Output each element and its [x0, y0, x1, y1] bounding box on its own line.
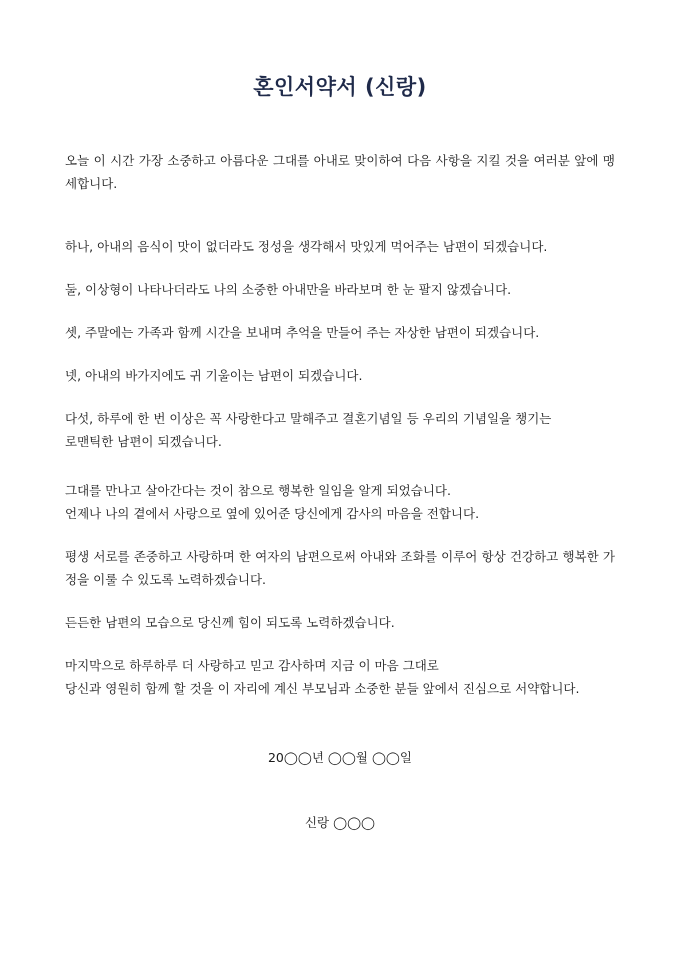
closing-paragraph-4 [65, 654, 615, 700]
vow-5-line-1: 다섯, 하루에 한 번 이상은 꼭 사랑한다고 말해주고 결혼기념일 등 우리의 기념일을 챙기는 [65, 411, 552, 426]
closing-line-2: 언제나 나의 곁에서 사랑으로 옆에 있어준 당신에게 감사의 마음을 전합니다. [65, 506, 480, 521]
groom-signature: 신랑 ◯◯◯ [304, 815, 376, 830]
document-title: 혼인서약서 (신랑) [253, 75, 427, 99]
closing-paragraph-3: 든든한 남편의 모습으로 당신께 힘이 되도록 노력하겠습니다. [65, 615, 395, 630]
vow-4: 넷, 아내의 바가지에도 귀 기울이는 남편이 되겠습니다. [65, 368, 363, 383]
intro-paragraph: 오늘 이 시간 가장 소중하고 아름다운 그대를 아내로 맞이하여 다음 사항을 지킬 것을 여러분 앞에 맹세합니다. [65, 153, 615, 191]
closing-section [65, 479, 615, 700]
closing-line-6: 당신과 영원히 함께 할 것을 이 자리에 계신 부모님과 소중한 분들 앞에서 진심으로 서약합니다. [65, 681, 580, 696]
vow-5 [65, 407, 615, 453]
closing-line-5: 마지막으로 하루하루 더 사랑하고 믿고 감사하며 지금 이 마음 그대로 [65, 658, 439, 673]
vow-3: 셋, 주말에는 가족과 함께 시간을 보내며 추억을 만들어 주는 자상한 남편이 되겠습니다. [65, 325, 540, 340]
vow-5-line-2: 로맨틱한 남편이 되겠습니다. [65, 434, 222, 449]
vow-2: 둘, 이상형이 나타나더라도 나의 소중한 아내만을 바라보며 한 눈 팔지 않겠습니다. [65, 282, 512, 297]
closing-paragraph-2: 평생 서로를 존중하고 사랑하며 한 여자의 남편으로써 아내와 조화를 이루어 항상 건강하고 행복한 가정을 이룰 수 있도록 노력하겠습니다. [65, 549, 615, 587]
vow-1: 하나, 아내의 음식이 맛이 없더라도 정성을 생각해서 맛있게 먹어주는 남편이 되겠습니다. [65, 239, 548, 254]
closing-line-1: 그대를 만나고 살아간다는 것이 참으로 행복한 일임을 알게 되었습니다. [65, 483, 451, 498]
vows-section [65, 235, 615, 453]
document-date: 20◯◯년 ◯◯월 ◯◯일 [267, 750, 412, 765]
closing-paragraph-1 [65, 479, 615, 525]
